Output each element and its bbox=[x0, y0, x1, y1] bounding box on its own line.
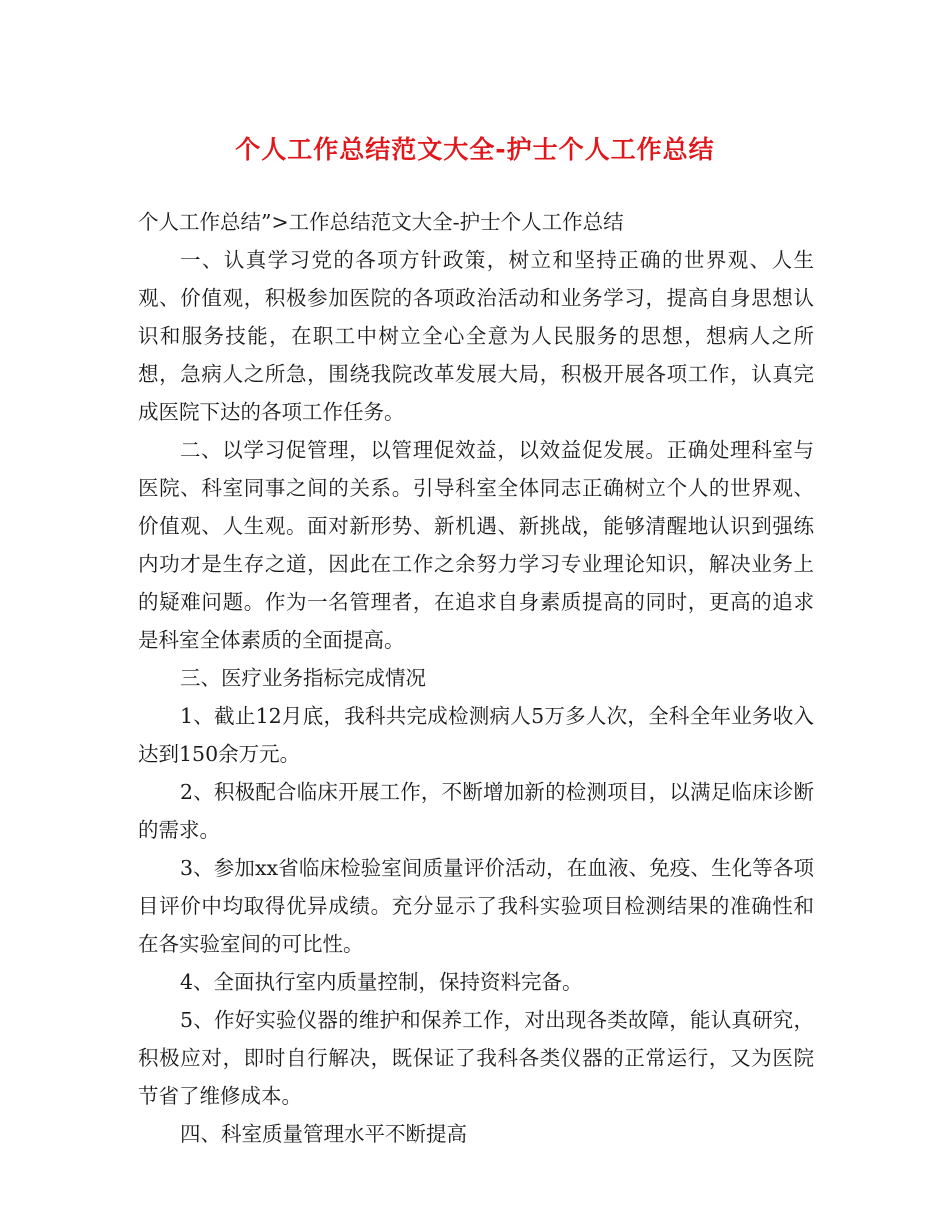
paragraph-7: 4、全面执行室内质量控制，保持资料完备。 bbox=[180, 970, 583, 994]
paragraph-4: 1、截止12月底，我科共完成检测病人5万多人次，全科全年业务收入达到150余万元。 bbox=[138, 704, 814, 766]
document-body bbox=[138, 203, 814, 1153]
paragraph-2: 二、以学习促管理，以管理促效益，以效益促发展。正确处理科室与医院、科室同事之间的关系。引导科室全体同志正确树立个人的世界观、价值观、人生观。面对新形势、新机遇、新挑战，能够清醒地认识到强练内功才是生存之道，因此在工作之余努力学习专业理论知识，解决业务上的疑难问题。作为一名管理者，在追求自身素质提高的同时，更高的追求是科室全体素质的全面提高。 bbox=[138, 438, 814, 652]
paragraph-8: 5、作好实验仪器的维护和保养工作，对出现各类故障，能认真研究，积极应对，即时自行解决，既保证了我科各类仪器的正常运行，又为医院节省了维修成本。 bbox=[138, 1008, 814, 1108]
paragraph-3: 三、医疗业务指标完成情况 bbox=[180, 666, 426, 690]
paragraph-5: 2、积极配合临床开展工作，不断增加新的检测项目，以满足临床诊断的需求。 bbox=[138, 780, 814, 842]
paragraph-0: 个人工作总结”>工作总结范文大全-护士个人工作总结 bbox=[138, 210, 624, 234]
paragraph-9: 四、科室质量管理水平不断提高 bbox=[180, 1122, 467, 1146]
paragraph-1: 一、认真学习党的各项方针政策，树立和坚持正确的世界观、人生观、价值观，积极参加医院的各项政治活动和业务学习，提高自身思想认识和服务技能，在职工中树立全心全意为人民服务的思想，想病人之所想，急病人之所急，围绕我院改革发展大局，积极开展各项工作，认真完成医院下达的各项工作任务。 bbox=[138, 248, 814, 424]
document-title: 个人工作总结范文大全-护士个人工作总结 bbox=[235, 135, 715, 164]
paragraph-6: 3、参加xx省临床检验室间质量评价活动，在血液、免疫、生化等各项目评价中均取得优异成绩。充分显示了我科实验项目检测结果的准确性和在各实验室间的可比性。 bbox=[138, 856, 814, 956]
